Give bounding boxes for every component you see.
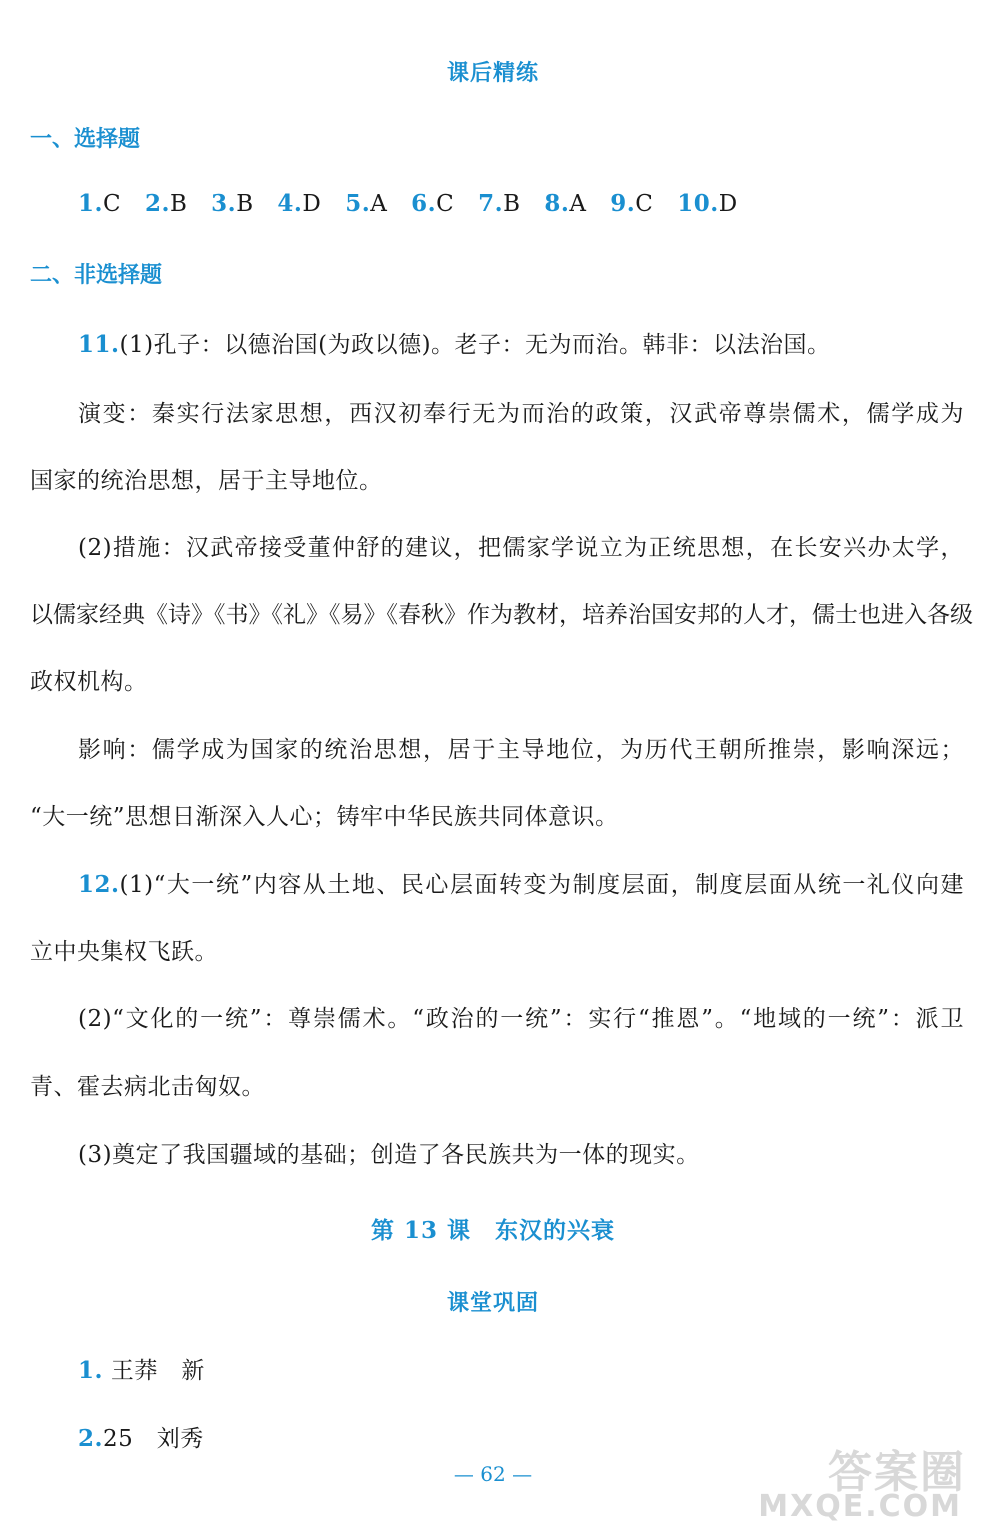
q12-part3: (3)奠定了我国疆域的基础；创造了各民族共为一体的现实。 [78,1142,700,1168]
choice-answer: 9.C [610,190,654,217]
q11-impact-line2: “大一统”思想日渐深入人心；铸牢中华民族共同体意识。 [30,804,619,830]
choice-answer: 8.A [544,190,587,217]
lesson13-answer: 1. 王莽 新 [78,1357,205,1384]
section-title-choice: 一、选择题 [30,126,141,152]
q11-measures-line1: (2)措施：汉武帝接受董仲舒的建议，把儒家学说立为正统思想，在长安兴办太学， [78,535,964,561]
choice-answer: 10.D [677,190,738,217]
section-heading-in-class: 课堂巩固 [446,1290,539,1316]
q12-part2-line2: 青、霍去病北击匈奴。 [30,1074,265,1100]
q11-measures-line3: 政权机构。 [30,669,148,695]
choice-answer: 7.B [478,190,521,217]
q11-evolution-line2: 国家的统治思想，居于主导地位。 [30,468,383,494]
choice-answer: 5.A [345,190,388,217]
lesson13-answer: 2.25 刘秀 [78,1425,204,1452]
section-heading-after-class: 课后精练 [446,60,539,86]
choice-answer: 6.C [411,190,455,217]
q11-part1: 11.(1)孔子：以德治国(为政以德)。老子：无为而治。韩非：以法治国。 [78,331,831,358]
section-title-non-choice: 二、非选择题 [30,262,163,288]
q11-impact-line1: 影响：儒学成为国家的统治思想，居于主导地位，为历代王朝所推崇，影响深远； [78,737,964,763]
q11-evolution-line1: 演变：秦实行法家思想，西汉初奉行无为而治的政策，汉武帝尊崇儒术，儒学成为 [78,401,964,427]
page-number: — 62 — [453,1462,533,1486]
q11-measures-line2: 以儒家经典《诗》《书》《礼》《易》《春秋》作为教材，培养治国安邦的人才，儒士也进入各级 [30,602,973,628]
choice-answer: 1.C [78,190,122,217]
choice-answers-row [78,190,754,217]
choice-answer: 3.B [211,190,254,217]
choice-answer: 2.B [144,190,188,217]
question-number: 11. [78,331,120,358]
q12-part1-line2: 立中央集权飞跃。 [30,939,218,965]
q12-part2-line1: (2)“文化的一统”：尊崇儒术。“政治的一统”：实行“推恩”。“地域的一统”：派卫 [78,1006,964,1032]
question-number: 12. [78,871,120,898]
choice-answer: 4.D [277,190,322,217]
lesson-title: 第 13 课 东汉的兴衰 [370,1217,616,1244]
watermark-logo: 答案圈 MXQE.COM [758,1447,966,1524]
q12-part1-line1: 12.(1)“大一统”内容从土地、民心层面转变为制度层面，制度层面从统一礼仪向建 [78,871,964,898]
